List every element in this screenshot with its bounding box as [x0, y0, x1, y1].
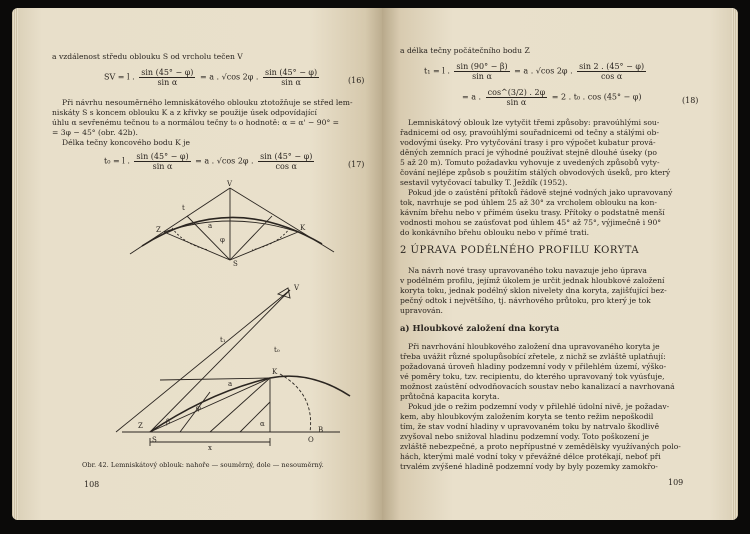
equation-16: SV = l . $\frac{\sin (45^\circ - \varphi)}{\text{sin α}}$ = a . √cos 2φ . $\frac{\sin (45^\circ - \varphi)}{\text{sin α}}$ — [104, 68, 318, 87]
text-line: sestavil vytyčovací tabulky T. Ježdík (1952). — [400, 178, 568, 187]
figure-label: Z — [156, 226, 161, 234]
text-line: Na návrh nové trasy upravovaného toku navazuje jeho úprava — [408, 266, 647, 275]
text-line: trvalém zvýšené hladině podzemní vody by byly pozemky zamokřo- — [400, 462, 658, 471]
text-line: zvyšoval nebo snižoval hladinu podzemní vody. Toto poškození je — [400, 432, 649, 441]
figure-asymmetric-arc — [110, 282, 360, 452]
text-line: kávním břehu nebo v přímém úseku trasy. Přítoky o podstatně menší — [400, 208, 665, 217]
equation-number: (18) — [682, 96, 699, 105]
text-line: možnost zaústění odvodňovacích soustav nebo kanalizací a navrhovaná — [400, 382, 675, 391]
figure-label: t₀ — [274, 346, 280, 354]
text-line: čování nejlépe způsob s použitím stálých obvodových úseků, pro který — [400, 168, 671, 177]
text-line: vodovými úseky. Pro vytyčování trasy i pro výpočet kubatur prová- — [400, 138, 656, 147]
figure-label: K — [272, 368, 278, 376]
text-line: = 3φ − 45° (obr. 42b). — [52, 128, 138, 137]
text-line: Lemniskátový oblouk lze vytyčit třemi způsoby: pravoúhlými sou- — [408, 118, 660, 127]
figure-label: K — [300, 224, 306, 232]
figure-label: t — [182, 204, 185, 212]
figure-label: α — [260, 420, 265, 428]
subsection-heading: a) Hloubkové založení dna koryta — [400, 324, 560, 334]
text-line: děných zemních prací je výhodné používat stejně dlouhé úseky (po — [400, 148, 657, 157]
figure-label: a — [208, 222, 213, 230]
text-line: úhlu α sevřenému tečnou t₀ a normálou tečny t₀ o hodnotě: α = α' − 90° = — [52, 118, 340, 127]
right-page — [382, 8, 738, 520]
text-line: kem, aby hloubkovým založením koryta se tento režim nepoškodil — [400, 412, 654, 421]
text-line: Pokud jde o zaústění přítoků řádově stejné vodných jako upravovaný — [408, 188, 673, 197]
figure-label: φ — [196, 404, 201, 412]
equation-number: (16) — [348, 76, 365, 85]
text-line: do konkávního břehu oblouku nebo v přímé trati. — [400, 228, 590, 237]
text-line: pečný odtok i největšího, tj. návrhového průtoku, pro který je tok — [400, 296, 651, 305]
text-line: Délka tečny koncového bodu K je — [62, 138, 191, 147]
equation-17: t₀ = l . $\frac{\sin (45^\circ - \varphi)}{\text{sin α}}$ = a . √cos 2φ . $\frac{\sin (45^\circ - \varphi)}{\text{cos α}}$ — [104, 152, 313, 171]
section-heading: 2 ÚPRAVA PODÉLNÉHO PROFILU KORYTA — [400, 245, 640, 256]
figure-label: t₁ — [220, 336, 226, 344]
text-line: řadnicemi od osy, pravoúhlými souřadnicemi od tečny a stálými ob- — [400, 128, 659, 137]
page-edge-left — [12, 8, 18, 520]
figure-label: φ — [220, 236, 225, 244]
figure-label: V — [227, 180, 233, 188]
text-line: Při návrhu nesouměrného lemniskátového oblouku ztotožňuje se střed lem- — [62, 98, 353, 107]
open-book — [12, 8, 738, 528]
text-line: vodnosti mohou se zaúsťovat pod úhlem 45° až 75°, výjimečně i 90° — [400, 218, 662, 227]
text-line: třeba uvážit různé spolupůsobící zřetele, z nichž se zvláště uplatňují: — [400, 352, 666, 361]
equation-18: t₁ = l . $\frac{\sin (90^\circ - \beta)}{\text{sin α}}$ = a . √cos 2φ . $\frac{\sin 2 . (45^\circ - \varphi)}{\text{cos α}}$ — [424, 62, 645, 81]
page-number: 108 — [84, 480, 100, 489]
figure-label: β — [166, 418, 171, 426]
figure-label: O — [308, 436, 314, 444]
text-line: Pokud jde o režim podzemní vody v přilehlé údolní nivě, je požadav- — [408, 402, 670, 411]
figure-label: V — [294, 284, 300, 292]
figure-symmetric-arc — [112, 180, 342, 270]
text-line: a délka tečny počátečního bodu Z — [400, 46, 530, 55]
text-line: 5 až 20 m). Tomuto požadavku vyhovuje z uvedených způsobů vyty- — [400, 158, 660, 167]
text-line: zvláště nebezpečné, a proto nepřípustné v zemědělsky využívaných polo- — [400, 442, 681, 451]
text-line: tím, že stav vodní hladiny v upravovaném toku by natrvalo škodlivě — [400, 422, 660, 431]
equation-18-continued: = a . $\frac{\cos\^{}(3/2) . 2\varphi}{\text{sin α}}$ = 2 . t₀ . cos (45° − φ) — [462, 88, 642, 107]
text-line: koryta toku, jednak podélný sklon nivelety dna koryta, zajišťující bez- — [400, 286, 667, 295]
figure-label: S — [152, 436, 157, 444]
figure-label: a — [228, 380, 233, 388]
text-line: upravován. — [400, 306, 443, 315]
page-edge-right — [732, 8, 738, 520]
figure-label: S — [233, 260, 238, 268]
text-line: a vzdálenost středu oblouku S od vrcholu tečen V — [52, 52, 243, 61]
text-line: tok, navrhuje se pod úhlem 25 až 30° za vrcholem oblouku na kon- — [400, 198, 657, 207]
figure-caption: Obr. 42. Lemniskátový oblouk: nahoře — souměrný, dole — nesouměrný. — [82, 461, 324, 469]
figure-label: x — [208, 444, 212, 452]
text-line: Při navrhování hloubkového založení dna upravovaného koryta je — [408, 342, 660, 351]
left-page — [12, 8, 384, 520]
text-line: hách, kterými malé vodní toky v převážné délce protékají, neboť při — [400, 452, 661, 461]
text-line: průtočná kapacita koryta. — [400, 392, 500, 401]
page-number: 109 — [668, 478, 684, 487]
figure-label: B — [318, 426, 324, 434]
text-line: v podélném profilu, jejímž úkolem je určit jednak hloubkové založení — [400, 276, 665, 285]
equation-number: (17) — [348, 160, 365, 169]
text-line: niskáty S s koncem oblouku K a z křivky se použije úsek odpovídající — [52, 108, 317, 117]
figure-label: Z — [138, 422, 143, 430]
text-line: vé poměry toku, tzv. recipientu, do kterého upravovaný tok vyúsťuje, — [400, 372, 665, 381]
text-line: požadovaná úroveň hladiny podzemní vody v přilehlém území, výško- — [400, 362, 667, 371]
